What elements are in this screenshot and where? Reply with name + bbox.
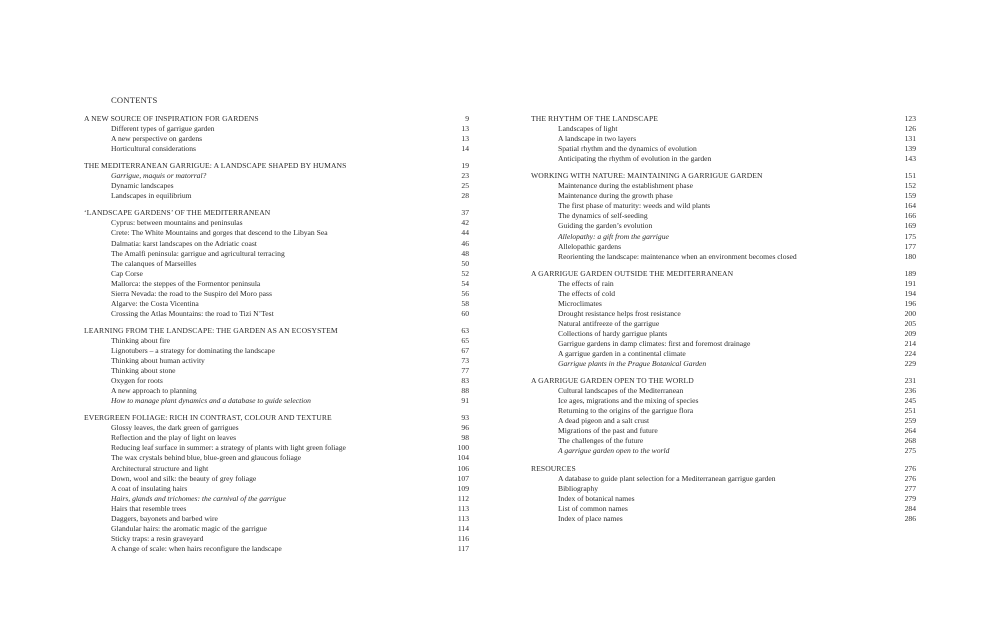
toc-entry-text: Reducing leaf surface in summer: a strategy of plants with light green foliage — [111, 443, 346, 453]
toc-entry-text: Landscapes of light — [558, 124, 618, 134]
toc-entry-text: Ice ages, migrations and the mixing of species — [558, 396, 699, 406]
toc-entry-text: Guiding the garden’s evolution — [558, 221, 653, 231]
toc-entry-page-number: 106 — [457, 463, 469, 473]
toc-entry-text: Cap Corse — [111, 268, 143, 278]
toc-entry-page-number: 268 — [904, 436, 916, 446]
toc-entry — [531, 252, 916, 262]
section-heading-text: A NEW SOURCE OF INSPIRATION FOR GARDENS — [84, 114, 259, 123]
section-heading-text: LEARNING FROM THE LANDSCAPE: THE GARDEN AS AN ECOSYSTEM — [84, 325, 338, 335]
toc-entry-page-number: 83 — [461, 376, 469, 386]
toc-section — [531, 376, 916, 456]
toc-section — [531, 114, 916, 164]
toc-entry-page-number: 143 — [904, 154, 916, 164]
toc-entry — [84, 433, 469, 443]
toc-section — [531, 464, 916, 524]
toc-entry — [84, 134, 469, 144]
toc-entry-page-number: 196 — [904, 298, 916, 308]
section-heading-page-number: 189 — [904, 268, 916, 278]
toc-entry-page-number: 50 — [461, 258, 469, 268]
toc-entry — [84, 279, 469, 289]
section-heading — [84, 326, 469, 336]
toc-entry — [531, 289, 916, 299]
toc-entry — [84, 289, 469, 299]
toc-entry-page-number: 114 — [457, 523, 469, 533]
toc-entry-page-number: 73 — [461, 356, 469, 366]
toc-entry-text: Mallorca: the steppes of the Formentor peninsula — [111, 278, 261, 288]
toc-entry — [84, 259, 469, 269]
toc-entry-text: The wax crystals behind blue, blue-green and glaucous foliage — [111, 453, 301, 463]
section-heading — [531, 464, 916, 474]
toc-section — [84, 413, 469, 554]
toc-section — [84, 208, 469, 319]
toc-entry-text: A coat of insulating hairs — [111, 483, 188, 493]
toc-entry-text: Cyprus: between mountains and peninsulas — [111, 218, 243, 228]
section-heading — [84, 208, 469, 218]
toc-entry-text: A database to guide plant selection for a Mediterranean garrigue garden — [558, 473, 776, 483]
toc-entry — [531, 232, 916, 242]
toc-entry-page-number: 276 — [904, 473, 916, 483]
toc-entry — [84, 144, 469, 154]
section-heading-text: A GARRIGUE GARDEN OPEN TO THE WORLD — [531, 376, 694, 386]
toc-entry — [531, 504, 916, 514]
toc-entry-text: Reorienting the landscape: maintenance when an environment becomes closed — [558, 251, 797, 261]
toc-entry-text: Lignotubers – a strategy for dominating the landscape — [111, 345, 275, 355]
toc-entry-page-number: 58 — [461, 298, 469, 308]
toc-entry-text: Index of place names — [558, 513, 623, 523]
toc-entry — [84, 356, 469, 366]
section-heading — [84, 413, 469, 423]
toc-entry-page-number: 100 — [457, 443, 469, 453]
contents-title: CONTENTS — [111, 95, 158, 105]
toc-entry-text: A change of scale: when hairs reconfigure the landscape — [111, 543, 282, 553]
section-heading-text: A GARRIGUE GARDEN OUTSIDE THE MEDITERRANEAN — [531, 268, 734, 278]
toc-entry — [84, 514, 469, 524]
toc-entry — [531, 494, 916, 504]
toc-entry-page-number: 166 — [904, 211, 916, 221]
toc-section — [531, 269, 916, 369]
toc-entry-text: Bibliography — [558, 483, 599, 493]
toc-entry — [84, 346, 469, 356]
toc-entry — [531, 124, 916, 134]
toc-entry — [84, 396, 469, 406]
toc-entry-page-number: 284 — [904, 503, 916, 513]
toc-entry-text: Glandular hairs: the aromatic magic of the garrigue — [111, 523, 267, 533]
toc-entry-text: The Amalfi peninsula: garrigue and agricultural terracing — [111, 248, 285, 258]
toc-entry-page-number: 200 — [904, 308, 916, 318]
toc-entry-text: The calanques of Marseilles — [111, 258, 197, 268]
toc-entry — [84, 386, 469, 396]
toc-entry-text: A dead pigeon and a salt crust — [558, 416, 650, 426]
toc-entry-text: Collections of hardy garrigue plants — [558, 328, 668, 338]
toc-entry-page-number: 96 — [461, 423, 469, 433]
toc-entry — [531, 211, 916, 221]
toc-entry-page-number: 175 — [904, 231, 916, 241]
toc-entry-text: A garrigue garden open to the world — [558, 446, 670, 456]
toc-entry-page-number: 117 — [457, 543, 469, 553]
toc-entry — [84, 249, 469, 259]
toc-entry — [84, 474, 469, 484]
toc-entry-text: Dalmatia: karst landscapes on the Adriatic coast — [111, 238, 257, 248]
toc-entry-text: Allelopathy: a gift from the garrigue — [558, 231, 669, 241]
toc-entry-page-number: 152 — [904, 181, 916, 191]
section-heading-text: EVERGREEN FOLIAGE: RICH IN CONTRAST, COLOUR AND TEXTURE — [84, 413, 332, 423]
toc-entry — [531, 299, 916, 309]
toc-entry-page-number: 60 — [461, 308, 469, 318]
toc-entry-text: Maintenance during the growth phase — [558, 191, 673, 201]
toc-entry-text: Crossing the Atlas Mountains: the road to Tizi N’Test — [111, 308, 274, 318]
toc-entry — [531, 436, 916, 446]
toc-entry — [531, 339, 916, 349]
section-heading — [84, 161, 469, 171]
toc-entry — [84, 309, 469, 319]
toc-entry-text: Garrigue plants in the Prague Botanical Garden — [558, 359, 707, 369]
toc-entry — [84, 504, 469, 514]
section-heading — [531, 269, 916, 279]
toc-entry — [531, 396, 916, 406]
toc-entry — [84, 524, 469, 534]
toc-entry-page-number: 77 — [461, 366, 469, 376]
toc-entry-page-number: 164 — [904, 201, 916, 211]
toc-entry-page-number: 194 — [904, 288, 916, 298]
toc-entry-page-number: 67 — [461, 345, 469, 355]
toc-entry-page-number: 65 — [461, 335, 469, 345]
toc-entry-text: Sierra Nevada: the road to the Suspiro del Moro pass — [111, 288, 272, 298]
toc-entry — [531, 359, 916, 369]
toc-entry-page-number: 191 — [904, 278, 916, 288]
toc-section — [84, 114, 469, 154]
toc-entry — [84, 453, 469, 463]
toc-entry-text: A garrigue garden in a continental climate — [558, 349, 686, 359]
toc-entry-text: Hairs, glands and trichomes: the carnival of the garrigue — [111, 493, 286, 503]
toc-entry — [531, 201, 916, 211]
toc-entry-page-number: 48 — [461, 248, 469, 258]
toc-entry — [84, 366, 469, 376]
toc-entry — [531, 329, 916, 339]
toc-entry-text: Spatial rhythm and the dynamics of evolution — [558, 144, 697, 154]
toc-entry — [84, 269, 469, 279]
toc-entry-page-number: 88 — [461, 386, 469, 396]
toc-entry-page-number: 113 — [457, 503, 469, 513]
toc-entry — [84, 484, 469, 494]
section-heading-text: THE RHYTHM OF THE LANDSCAPE — [531, 114, 659, 123]
toc-entry-page-number: 13 — [461, 134, 469, 144]
toc-entry — [84, 191, 469, 201]
toc-entry-text: Allelopathic gardens — [558, 241, 622, 251]
toc-entry-text: List of common names — [558, 503, 628, 513]
toc-entry-text: Down, wool and silk: the beauty of grey foliage — [111, 473, 257, 483]
toc-entry-page-number: 44 — [461, 228, 469, 238]
toc-entry-page-number: 229 — [904, 359, 916, 369]
section-heading-text: RESOURCES — [531, 463, 576, 473]
toc-entry — [84, 171, 469, 181]
section-heading — [531, 376, 916, 386]
toc-entry-page-number: 56 — [461, 288, 469, 298]
toc-entry-text: Horticultural considerations — [111, 144, 196, 154]
toc-entry — [84, 494, 469, 504]
toc-entry-page-number: 259 — [904, 416, 916, 426]
toc-entry — [531, 191, 916, 201]
toc-entry-page-number: 126 — [904, 124, 916, 134]
toc-entry — [531, 319, 916, 329]
toc-entry-page-number: 112 — [457, 493, 469, 503]
toc-entry-page-number: 264 — [904, 426, 916, 436]
toc-entry-page-number: 245 — [904, 396, 916, 406]
toc-entry-text: A new perspective on gardens — [111, 134, 203, 144]
toc-entry-text: Crete: The White Mountains and gorges that descend to the Libyan Sea — [111, 228, 328, 238]
toc-entry — [84, 464, 469, 474]
toc-entry — [531, 154, 916, 164]
toc-entry-page-number: 224 — [904, 349, 916, 359]
toc-entry — [531, 474, 916, 484]
toc-entry — [84, 181, 469, 191]
toc-entry-text: Reflection and the play of light on leaves — [111, 433, 237, 443]
toc-entry — [84, 336, 469, 346]
section-heading-page-number: 37 — [461, 208, 469, 218]
toc-entry — [531, 242, 916, 252]
toc-entry — [531, 386, 916, 396]
section-heading-page-number: 9 — [465, 114, 469, 123]
toc-entry-text: Anticipating the rhythm of evolution in the garden — [558, 154, 712, 164]
section-heading-page-number: 19 — [461, 161, 469, 171]
toc-entry-text: Sticky traps: a resin graveyard — [111, 533, 204, 543]
toc-entry-page-number: 52 — [461, 268, 469, 278]
toc-entry-page-number: 109 — [457, 483, 469, 493]
toc-entry — [84, 534, 469, 544]
section-heading — [531, 171, 916, 181]
toc-entry-page-number: 113 — [457, 513, 469, 523]
toc-entry — [84, 124, 469, 134]
toc-column-left — [84, 114, 469, 561]
toc-entry-text: Returning to the origins of the garrigue flora — [558, 406, 694, 416]
toc-entry-text: Landscapes in equilibrium — [111, 191, 192, 201]
toc-section — [84, 326, 469, 406]
section-heading-text: THE MEDITERRANEAN GARRIGUE: A LANDSCAPE SHAPED BY HUMANS — [84, 161, 347, 171]
toc-entry-page-number: 159 — [904, 191, 916, 201]
toc-entry-text: Drought resistance helps frost resistance — [558, 308, 681, 318]
toc-entry-page-number: 279 — [904, 493, 916, 503]
toc-entry-page-number: 91 — [461, 396, 469, 406]
toc-entry-page-number: 205 — [904, 318, 916, 328]
section-heading — [84, 114, 469, 124]
toc-entry-text: Index of botanical names — [558, 493, 635, 503]
section-heading-page-number: 93 — [461, 413, 469, 423]
toc-entry — [531, 426, 916, 436]
toc-entry — [531, 309, 916, 319]
toc-entry — [84, 299, 469, 309]
toc-entry-page-number: 131 — [904, 134, 916, 144]
toc-entry — [531, 144, 916, 154]
toc-entry-page-number: 169 — [904, 221, 916, 231]
toc-entry — [84, 218, 469, 228]
toc-entry-text: Dynamic landscapes — [111, 181, 174, 191]
toc-entry-page-number: 42 — [461, 218, 469, 228]
toc-entry-text: Different types of garrigue garden — [111, 124, 215, 134]
section-heading-page-number: 123 — [904, 114, 916, 123]
toc-entry — [531, 406, 916, 416]
toc-entry-page-number: 46 — [461, 238, 469, 248]
toc-entry-text: Thinking about stone — [111, 366, 176, 376]
toc-section — [531, 171, 916, 261]
toc-entry-text: Thinking about fire — [111, 335, 171, 345]
toc-entry-page-number: 14 — [461, 144, 469, 154]
toc-entry-text: Cultural landscapes of the Mediterranean — [558, 386, 684, 396]
toc-entry-text: The effects of rain — [558, 278, 614, 288]
section-heading-page-number: 231 — [904, 376, 916, 386]
toc-entry-page-number: 116 — [457, 533, 469, 543]
toc-entry-page-number: 277 — [904, 483, 916, 493]
toc-entry — [84, 423, 469, 433]
toc-entry-text: How to manage plant dynamics and a database to guide selection — [111, 396, 311, 406]
toc-entry — [84, 239, 469, 249]
toc-entry-text: Oxygen for roots — [111, 376, 163, 386]
toc-entry — [531, 349, 916, 359]
toc-entry-page-number: 177 — [904, 241, 916, 251]
toc-entry — [531, 134, 916, 144]
toc-entry — [531, 514, 916, 524]
toc-entry — [84, 228, 469, 238]
toc-entry-text: The effects of cold — [558, 288, 615, 298]
toc-entry-page-number: 209 — [904, 328, 916, 338]
toc-entry-text: Daggers, bayonets and barbed wire — [111, 513, 218, 523]
toc-entry — [531, 221, 916, 231]
toc-entry-page-number: 28 — [461, 191, 469, 201]
toc-entry-text: A new approach to planning — [111, 386, 197, 396]
toc-entry-page-number: 180 — [904, 251, 916, 261]
toc-entry-page-number: 104 — [457, 453, 469, 463]
section-heading — [531, 114, 916, 124]
toc-entry — [531, 484, 916, 494]
section-heading-page-number: 63 — [461, 325, 469, 335]
toc-entry-page-number: 275 — [904, 446, 916, 456]
toc-entry-text: Migrations of the past and future — [558, 426, 658, 436]
toc-entry-text: Algarve: the Costa Vicentina — [111, 298, 199, 308]
toc-entry-page-number: 286 — [904, 513, 916, 523]
toc-entry-text: Thinking about human activity — [111, 356, 205, 366]
toc-entry — [531, 181, 916, 191]
toc-entry-page-number: 107 — [457, 473, 469, 483]
toc-entry-page-number: 13 — [461, 124, 469, 134]
toc-entry-text: Garrigue, maquis or matorral? — [111, 171, 207, 181]
toc-entry-text: Glossy leaves, the dark green of garrigues — [111, 423, 239, 433]
toc-entry-text: Natural antifreeze of the garrigue — [558, 318, 660, 328]
section-heading-page-number: 151 — [904, 171, 916, 181]
toc-entry — [531, 416, 916, 426]
toc-entry-text: Garrigue gardens in damp climates: first and foremost drainage — [558, 338, 751, 348]
toc-entry — [84, 544, 469, 554]
section-heading-page-number: 276 — [904, 463, 916, 473]
section-heading-text: ‘LANDSCAPE GARDENS’ OF THE MEDITERRANEAN — [84, 208, 271, 218]
toc-entry-text: Maintenance during the establishment phase — [558, 181, 693, 191]
toc-entry-text: The first phase of maturity: weeds and wild plants — [558, 201, 711, 211]
toc-entry-page-number: 25 — [461, 181, 469, 191]
toc-entry-text: Architectural structure and light — [111, 463, 209, 473]
toc-entry-page-number: 139 — [904, 144, 916, 154]
toc-entry-page-number: 251 — [904, 406, 916, 416]
toc-section — [84, 161, 469, 201]
toc-entry-page-number: 214 — [904, 338, 916, 348]
toc-entry-text: The challenges of the future — [558, 436, 644, 446]
toc-entry-text: The dynamics of self-seeding — [558, 211, 648, 221]
toc-entry — [531, 446, 916, 456]
toc-column-right — [531, 114, 916, 531]
toc-entry-text: Hairs that resemble trees — [111, 503, 187, 513]
toc-entry-text: Microclimates — [558, 298, 602, 308]
toc-entry — [84, 443, 469, 453]
toc-entry — [84, 376, 469, 386]
toc-entry-page-number: 23 — [461, 171, 469, 181]
toc-entry-page-number: 236 — [904, 386, 916, 396]
toc-entry-text: A landscape in two layers — [558, 134, 637, 144]
toc-entry-page-number: 54 — [461, 278, 469, 288]
toc-entry — [531, 279, 916, 289]
toc-entry-page-number: 98 — [461, 433, 469, 443]
section-heading-text: WORKING WITH NATURE: MAINTAINING A GARRIGUE GARDEN — [531, 171, 763, 181]
